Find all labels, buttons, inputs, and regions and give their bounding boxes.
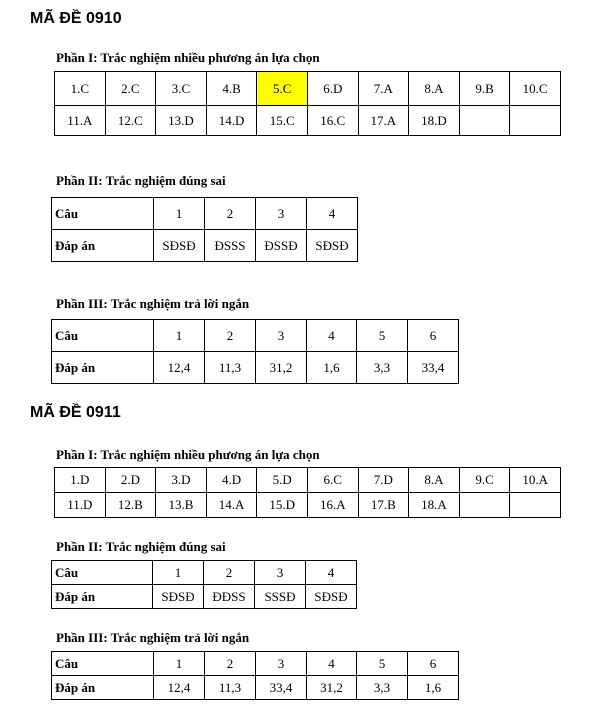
question-number: 6 (408, 320, 459, 352)
answer-cell: 16.A (307, 493, 358, 518)
answer-cell: 17.B (358, 493, 409, 518)
answer-value: SĐSĐ (306, 585, 357, 609)
question-number: 4 (306, 561, 357, 585)
answer-cell: 16.C (307, 106, 358, 136)
question-number: 1 (154, 198, 205, 230)
part3-title: Phần III: Trắc nghiệm trả lời ngắn (56, 296, 250, 311)
answer-cell: 4.B (206, 72, 257, 106)
question-number: 1 (154, 320, 205, 352)
exam-code-title: MÃ ĐỀ 0910 (30, 10, 122, 27)
question-number: 1 (154, 652, 205, 676)
question-number: 3 (255, 561, 306, 585)
answer-value: 11,3 (205, 676, 256, 700)
answer-cell: 3.C (156, 72, 207, 106)
answer-value: ĐĐSS (204, 585, 255, 609)
answer-cell: 1.D (55, 468, 106, 493)
answer-value: ĐSSĐ (256, 230, 307, 262)
answer-cell: 8.A (409, 72, 460, 106)
part3-answer-table (51, 319, 459, 384)
exam-code-title: MÃ ĐỀ 0911 (30, 404, 121, 421)
answer-cell: 18.A (409, 493, 460, 518)
answer-cell: 11.A (55, 106, 106, 136)
question-number: 5 (357, 320, 408, 352)
answer-value: 11,3 (205, 352, 256, 384)
part1-answer-table (54, 71, 561, 136)
question-number: 2 (204, 561, 255, 585)
part1-title: Phần I: Trắc nghiệm nhiều phương án lựa chọn (56, 447, 320, 462)
answer-cell: 6.C (307, 468, 358, 493)
answer-cell: 4.D (206, 468, 257, 493)
answer-value: 33,4 (408, 352, 459, 384)
answer-cell (510, 106, 561, 136)
question-label: Câu (52, 652, 154, 676)
question-number: 2 (205, 198, 256, 230)
answer-cell: 10.A (510, 468, 561, 493)
answer-cell: 13.B (156, 493, 207, 518)
question-label: Câu (52, 198, 154, 230)
answer-cell: 9.B (459, 72, 510, 106)
answer-value: SSSĐ (255, 585, 306, 609)
part2-title: Phần II: Trắc nghiệm đúng sai (56, 539, 226, 554)
answer-label: Đáp án (52, 676, 154, 700)
answer-cell: 1.C (55, 72, 106, 106)
question-number: 2 (205, 652, 256, 676)
part2-answer-table (51, 197, 358, 262)
answer-label: Đáp án (52, 230, 154, 262)
question-number: 4 (307, 198, 358, 230)
answer-cell: 12.B (105, 493, 156, 518)
question-number: 3 (256, 320, 307, 352)
answer-cell: 12.C (105, 106, 156, 136)
question-number: 3 (256, 198, 307, 230)
answer-cell: 8.A (409, 468, 460, 493)
answer-value: ĐSSS (205, 230, 256, 262)
question-number: 3 (256, 652, 307, 676)
part2-title: Phần II: Trắc nghiệm đúng sai (56, 173, 226, 188)
answer-value: 31,2 (256, 352, 307, 384)
question-label: Câu (52, 320, 154, 352)
part2-answer-table (51, 560, 357, 609)
answer-value: 12,4 (154, 352, 205, 384)
answer-value: 3,3 (357, 676, 408, 700)
answer-value: 3,3 (357, 352, 408, 384)
part1-title: Phần I: Trắc nghiệm nhiều phương án lựa chọn (56, 50, 320, 65)
highlighted-answer-cell: 5.C (257, 72, 308, 106)
answer-cell (459, 106, 510, 136)
answer-cell: 18.D (409, 106, 460, 136)
answer-cell: 10.C (510, 72, 561, 106)
answer-cell: 15.D (257, 493, 308, 518)
question-number: 1 (153, 561, 204, 585)
answer-value: SĐSĐ (154, 230, 205, 262)
part3-title: Phần III: Trắc nghiệm trả lời ngắn (56, 630, 250, 645)
answer-cell (510, 493, 561, 518)
answer-cell: 9.C (459, 468, 510, 493)
answer-value: 12,4 (154, 676, 205, 700)
answer-cell: 14.A (206, 493, 257, 518)
answer-value: 1,6 (408, 676, 459, 700)
answer-cell: 15.C (257, 106, 308, 136)
answer-cell: 3.D (156, 468, 207, 493)
question-number: 2 (205, 320, 256, 352)
question-number: 4 (307, 652, 357, 676)
answer-label: Đáp án (52, 585, 153, 609)
part1-answer-table (54, 467, 561, 518)
question-label: Câu (52, 561, 153, 585)
answer-value: 31,2 (307, 676, 357, 700)
answer-value: SĐSĐ (307, 230, 358, 262)
question-number: 6 (408, 652, 459, 676)
answer-cell: 7.D (358, 468, 409, 493)
answer-cell: 5.D (257, 468, 308, 493)
question-number: 5 (357, 652, 408, 676)
answer-cell: 13.D (156, 106, 207, 136)
answer-cell: 7.A (358, 72, 409, 106)
answer-cell: 6.D (307, 72, 358, 106)
part3-answer-table (51, 651, 459, 700)
answer-cell: 2.C (105, 72, 156, 106)
answer-value: SĐSĐ (153, 585, 204, 609)
answer-label: Đáp án (52, 352, 154, 384)
answer-value: 1,6 (307, 352, 357, 384)
question-number: 4 (307, 320, 357, 352)
answer-cell: 17.A (358, 106, 409, 136)
answer-value: 33,4 (256, 676, 307, 700)
answer-cell: 2.D (105, 468, 156, 493)
answer-cell (459, 493, 510, 518)
answer-cell: 11.D (55, 493, 106, 518)
answer-cell: 14.D (206, 106, 257, 136)
